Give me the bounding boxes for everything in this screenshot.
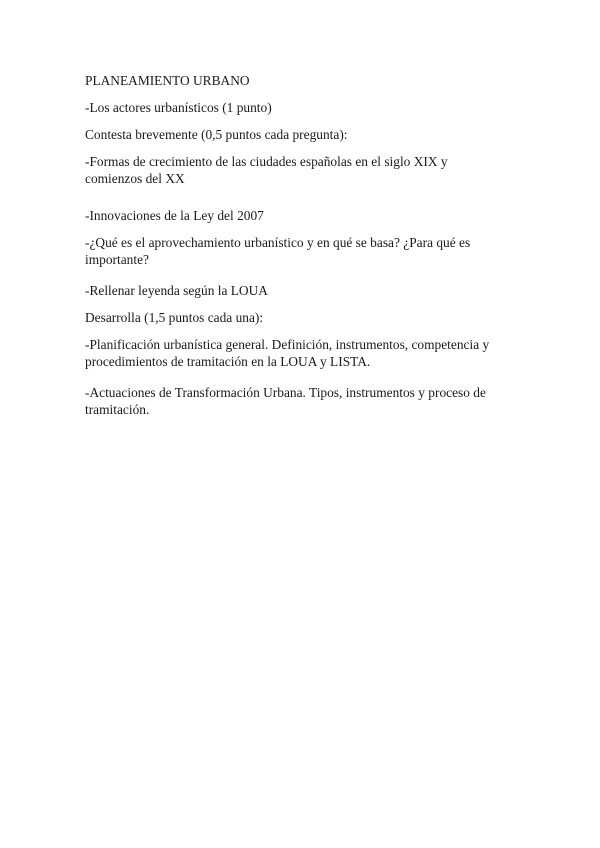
question-innovaciones: -Innovaciones de la Ley del 2007	[85, 208, 264, 223]
question-leyenda: -Rellenar leyenda según la LOUA	[85, 283, 268, 298]
document-title: PLANEAMIENTO URBANO	[85, 73, 250, 88]
question-aprovechamiento-line1: -¿Qué es el aprovechamiento urbanístico y en qué se basa? ¿Para qué es	[85, 235, 471, 250]
topic-planificacion-line1: -Planificación urbanística general. Definición, instrumentos, competencia y	[85, 337, 490, 352]
section-contesta: Contesta brevemente (0,5 puntos cada pregunta):	[85, 127, 348, 142]
section-desarrolla: Desarrolla (1,5 puntos cada una):	[85, 310, 264, 325]
question-formas-line2: comienzos del XX	[85, 171, 185, 186]
topic-actuaciones-line2: tramitación.	[85, 402, 150, 417]
question-formas-line1: -Formas de crecimiento de las ciudades españolas en el siglo XIX y	[85, 154, 448, 169]
question-aprovechamiento-line2: importante?	[85, 252, 149, 267]
item-actores: -Los actores urbanísticos (1 punto)	[85, 100, 272, 115]
topic-actuaciones-line1: -Actuaciones de Transformación Urbana. Tipos, instrumentos y proceso de	[85, 385, 486, 400]
topic-planificacion-line2: procedimientos de tramitación en la LOUA y LISTA.	[85, 354, 371, 369]
